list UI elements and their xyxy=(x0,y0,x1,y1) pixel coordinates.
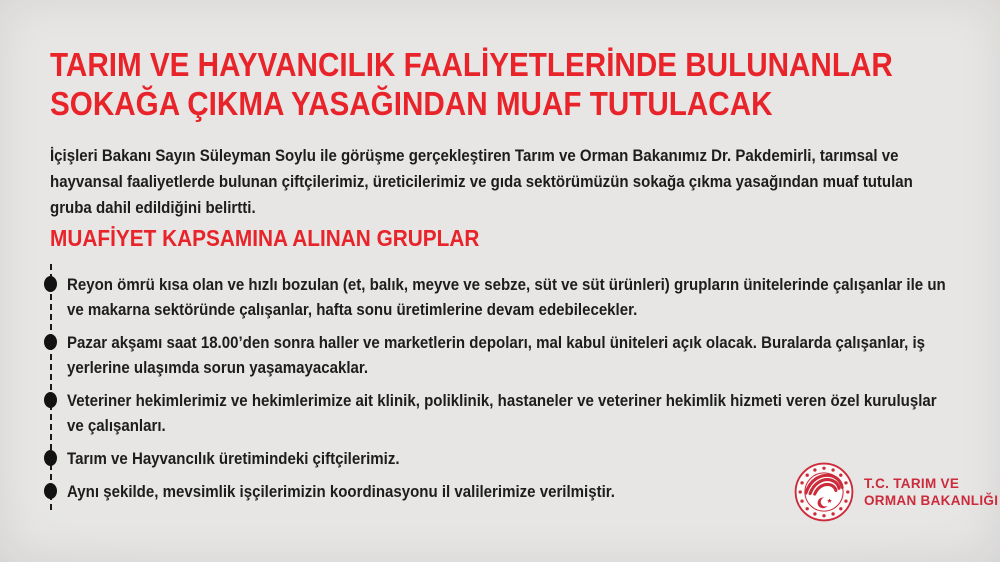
tarim-orman-bakanligi-emblem-icon xyxy=(793,461,855,523)
bullet-text-2: Pazar akşamı saat 18.00’den sonra haller ve marketlerin depoları, mal kabul üniteleri açık olacak. Buralarda çalışanlar, iş yerlerine ulaşımda sorun yaşamayacaklar. xyxy=(67,333,926,377)
timeline-dashed-line xyxy=(50,264,52,510)
bullet-text-1: Reyon ömrü kısa olan ve hızlı bozulan (et, balık, meyve ve sebze, süt ve süt ürünleri) grupların ünitelerinde çalışanlar ile un ve makarna sektöründe çalışanlar, hafta sonu üretimlerine devam edebilecekler. xyxy=(67,275,946,319)
bullet-dot-icon xyxy=(44,483,57,499)
bullet-dot-icon xyxy=(44,334,57,350)
ministry-name xyxy=(864,475,998,510)
bullet-text-5: Aynı şekilde, mevsimlik işçilerimizin koordinasyonu il valilerimize verilmiştir. xyxy=(67,482,615,501)
ministry-name-line-1: T.C. TARIM VE xyxy=(864,475,960,491)
headline-line-2: SOKAĞA ÇIKMA YASAĞINDAN MUAF TUTULACAK xyxy=(50,86,773,123)
bullet-dot-icon xyxy=(44,392,57,408)
bullet-dot-icon xyxy=(44,450,57,466)
bullet-dot-icon xyxy=(44,276,57,292)
bullet-text-3: Veteriner hekimlerimiz ve hekimlerimize ait klinik, poliklinik, hastaneler ve veteriner hekimlik hizmeti veren özel kuruluşlar ve çalışanları. xyxy=(67,391,937,435)
intro-paragraph: İçişleri Bakanı Sayın Süleyman Soylu ile görüşme gerçekleştiren Tarım ve Orman Bakanımız Dr. Pakdemirli, tarımsal ve hayvansal faaliyetlerde bulunan çiftçilerimiz, üreticilerimiz ve gıda sektörümüzün sokağa çıkma yasağından muaf tutulan gruba dahil edildiğini belirtti. xyxy=(50,146,913,217)
ministry-logo xyxy=(793,461,998,523)
bullet-text-4: Tarım ve Hayvancılık üretimindeki çiftçilerimiz. xyxy=(67,449,400,468)
page-title xyxy=(50,46,893,124)
list-item xyxy=(67,388,1000,438)
ministry-name-line-2: ORMAN BAKANLIĞI xyxy=(864,493,999,508)
section-title: MUAFİYET KAPSAMINA ALINAN GRUPLAR xyxy=(50,225,480,251)
list-item xyxy=(67,330,1000,380)
list-item xyxy=(67,272,1000,322)
headline-line-1: TARIM VE HAYVANCILIK FAALİYETLERİNDE BULUNANLAR xyxy=(50,47,893,84)
